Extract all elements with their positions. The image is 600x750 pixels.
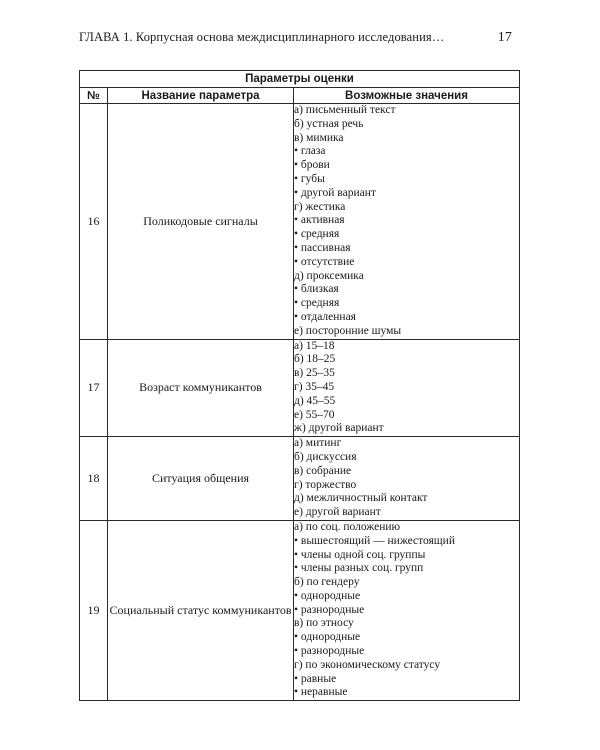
value-item: • равные xyxy=(294,672,337,685)
chapter-title: ГЛАВА 1. Корпусная основа междисциплинарного исследования… xyxy=(79,30,445,44)
table-row xyxy=(80,520,520,700)
row-number: 19 xyxy=(80,520,108,700)
value-item: г) жестика xyxy=(294,200,346,213)
possible-values-cell xyxy=(294,339,520,437)
running-head xyxy=(79,30,512,46)
value-item: • брови xyxy=(294,159,330,172)
value-item: • члены одной соц. группы xyxy=(294,548,426,561)
value-item: а) 15–18 xyxy=(294,339,335,352)
value-item: • другой вариант xyxy=(294,186,376,199)
possible-values-cell xyxy=(294,104,520,340)
value-item: • отдаленная xyxy=(294,310,356,323)
page-number: 17 xyxy=(497,30,512,45)
value-item: д) межличностный контакт xyxy=(294,492,428,505)
value-item: • близкая xyxy=(294,283,339,296)
value-item: б) по гендеру xyxy=(294,576,360,589)
value-item: б) 18–25 xyxy=(294,353,336,366)
value-item: г) 35–45 xyxy=(294,380,335,393)
value-item: д) проксемика xyxy=(294,269,364,282)
table-body xyxy=(80,104,520,701)
row-number: 16 xyxy=(80,104,108,340)
possible-values-cell xyxy=(294,520,520,700)
parameter-name: Поликодовые сигналы xyxy=(108,104,294,340)
value-item: • однородные xyxy=(294,589,361,602)
value-item: • однородные xyxy=(294,631,361,644)
value-item: а) письменный текст xyxy=(294,104,396,116)
column-header-number: № xyxy=(80,88,108,104)
row-number: 18 xyxy=(80,437,108,521)
value-item: ж) другой вариант xyxy=(294,422,384,435)
value-item: • активная xyxy=(294,214,345,227)
column-header-possible-values: Возможные значения xyxy=(294,88,520,104)
value-item: г) торжество xyxy=(294,478,357,491)
value-item: • глаза xyxy=(294,145,326,158)
value-item: б) устная речь xyxy=(294,117,364,130)
value-item: • неравные xyxy=(294,686,348,699)
value-item: • пассивная xyxy=(294,241,351,254)
parameter-name: Социальный статус коммуникантов xyxy=(108,520,294,700)
value-item: • губы xyxy=(294,172,325,185)
value-item: • разнородные xyxy=(294,603,365,616)
value-item: е) посторонние шумы xyxy=(294,324,402,337)
parameters-table xyxy=(79,70,520,701)
possible-values-cell xyxy=(294,437,520,521)
value-item: е) 55–70 xyxy=(294,408,335,421)
value-item: б) дискуссия xyxy=(294,450,357,463)
value-item: • средняя xyxy=(294,297,340,310)
value-item: в) 25–35 xyxy=(294,367,335,380)
parameter-name: Возраст коммуникантов xyxy=(108,339,294,437)
value-item: • средняя xyxy=(294,228,340,241)
value-item: • вышестоящий — нижестоящий xyxy=(294,534,455,547)
value-item: в) мимика xyxy=(294,131,344,144)
value-item: д) 45–55 xyxy=(294,394,336,407)
table-row xyxy=(80,437,520,521)
row-number: 17 xyxy=(80,339,108,437)
value-item: а) по соц. положению xyxy=(294,520,401,533)
value-item: • члены разных соц. групп xyxy=(294,562,424,575)
value-item: е) другой вариант xyxy=(294,506,381,519)
value-item: г) по экономическому статусу xyxy=(294,658,441,671)
column-header-parameter-name: Название параметра xyxy=(108,88,294,104)
parameter-name: Ситуация общения xyxy=(108,437,294,521)
table-row xyxy=(80,339,520,437)
table-caption: Параметры оценки xyxy=(80,71,520,88)
value-item: • разнородные xyxy=(294,645,365,658)
value-item: • отсутствие xyxy=(294,255,355,268)
value-item: в) по этносу xyxy=(294,617,354,630)
value-item: в) собрание xyxy=(294,464,352,477)
table-row xyxy=(80,104,520,340)
value-item: а) митинг xyxy=(294,437,342,450)
